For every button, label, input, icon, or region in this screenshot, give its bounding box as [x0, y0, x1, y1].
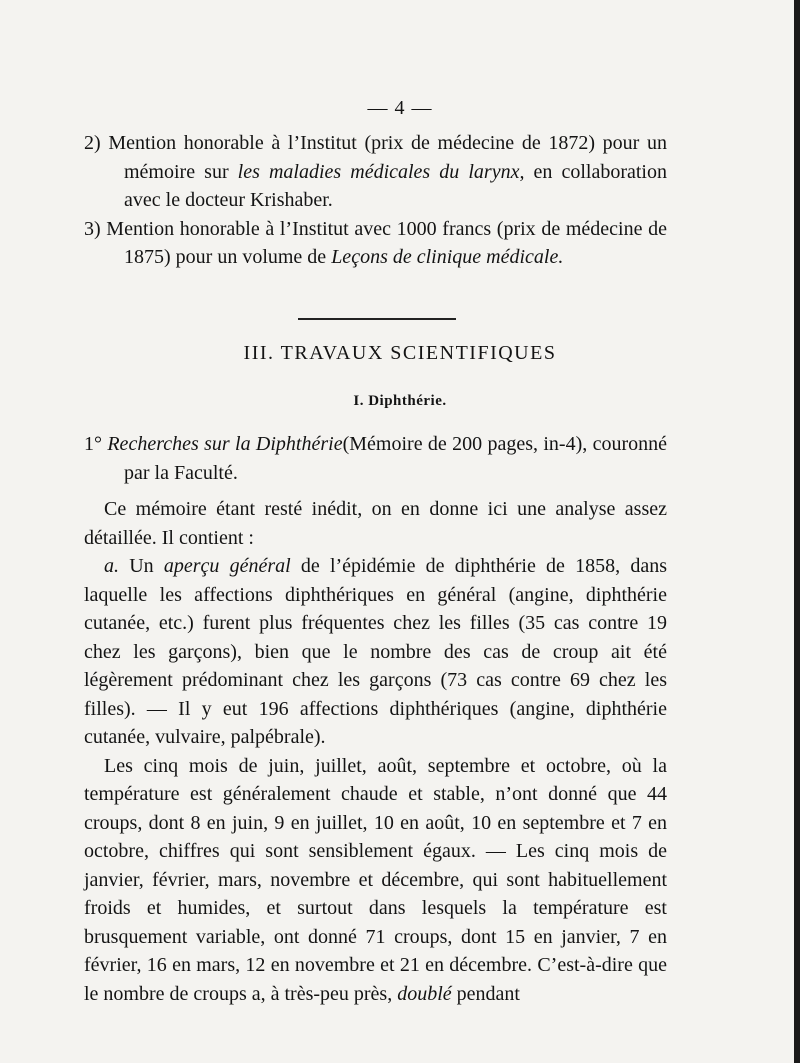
paragraph-1: 1° Recherches sur la Diphthérie(Mémoire de 200 pages, in-4), couronné par la Faculté.: [84, 433, 667, 484]
page-number: — 4 —: [367, 97, 433, 119]
section-title: III. TRAVAUX SCIENTIFIQUES: [243, 342, 557, 364]
honors-list: [84, 129, 667, 272]
honor-item-2-title: les maladies médicales du larynx,: [237, 160, 525, 183]
main-text: [84, 430, 667, 1008]
paragraph-4: Les cinq mois de juin, juillet, août, septembre et octobre, où la température est généralement chaude et stable, n’ont donné que 44 croups, dont 8 en juin, 9 en juillet, 10 en août, 10 en septembre et 7 en octobre, chiffres qui sont sensiblement égaux. — Les cinq mois de janvier, février, mars, novembre et décembre, qui sont habituellement froids et humides, et surtout dans lesquels la température est brusquement variable, ont donné 71 croups, dont 15 en janvier, 7 en février, 16 en mars, 12 en novembre et 21 en décembre. C’est-à-dire que le nombre de croups a, à très-peu près, doublé pendant: [84, 754, 667, 1005]
apercu-italic: aperçu général: [163, 555, 291, 577]
honor-item-3: 3) Mention honorable à l’Institut avec 1000 francs (prix de médecine de 1875) pour un volume de Leçons de clinique médicale.: [84, 217, 667, 268]
paragraph-2: Ce mémoire étant resté inédit, on en donne ici une analyse assez détaillée. Il contient :: [84, 498, 667, 549]
double-italic: doublé: [397, 982, 452, 1005]
honor-item-2: 2) Mention honorable à l’Institut (prix de médecine de 1872) pour un mémoire sur les maladies médicales du larynx, en collaboration avec le docteur Krishaber.: [84, 132, 667, 211]
memoir-title: Recherches sur la Diphthérie: [107, 433, 343, 455]
paragraph-3: a. Un aperçu général de l’épidémie de diphthérie de 1858, dans laquelle les affections diphthériques en général (angine, diphthérie cutanée, etc.) furent plus fréquentes chez les filles (35 cas contre 19 chez les garçons), bien que le nombre des cas de croup ait été légèrement prédominant chez les garçons (73 cas contre 69 chez les filles). — Il y eut 196 affections diphthériques (angine, diphthérie cutanée, vulvaire, palpébrale).: [84, 555, 667, 748]
section-subtitle: I. Diphthérie.: [353, 393, 447, 409]
scan-edge: [794, 0, 800, 1063]
section-divider: [298, 318, 456, 320]
honor-item-3-title: Leçons de clinique médicale.: [331, 246, 564, 268]
